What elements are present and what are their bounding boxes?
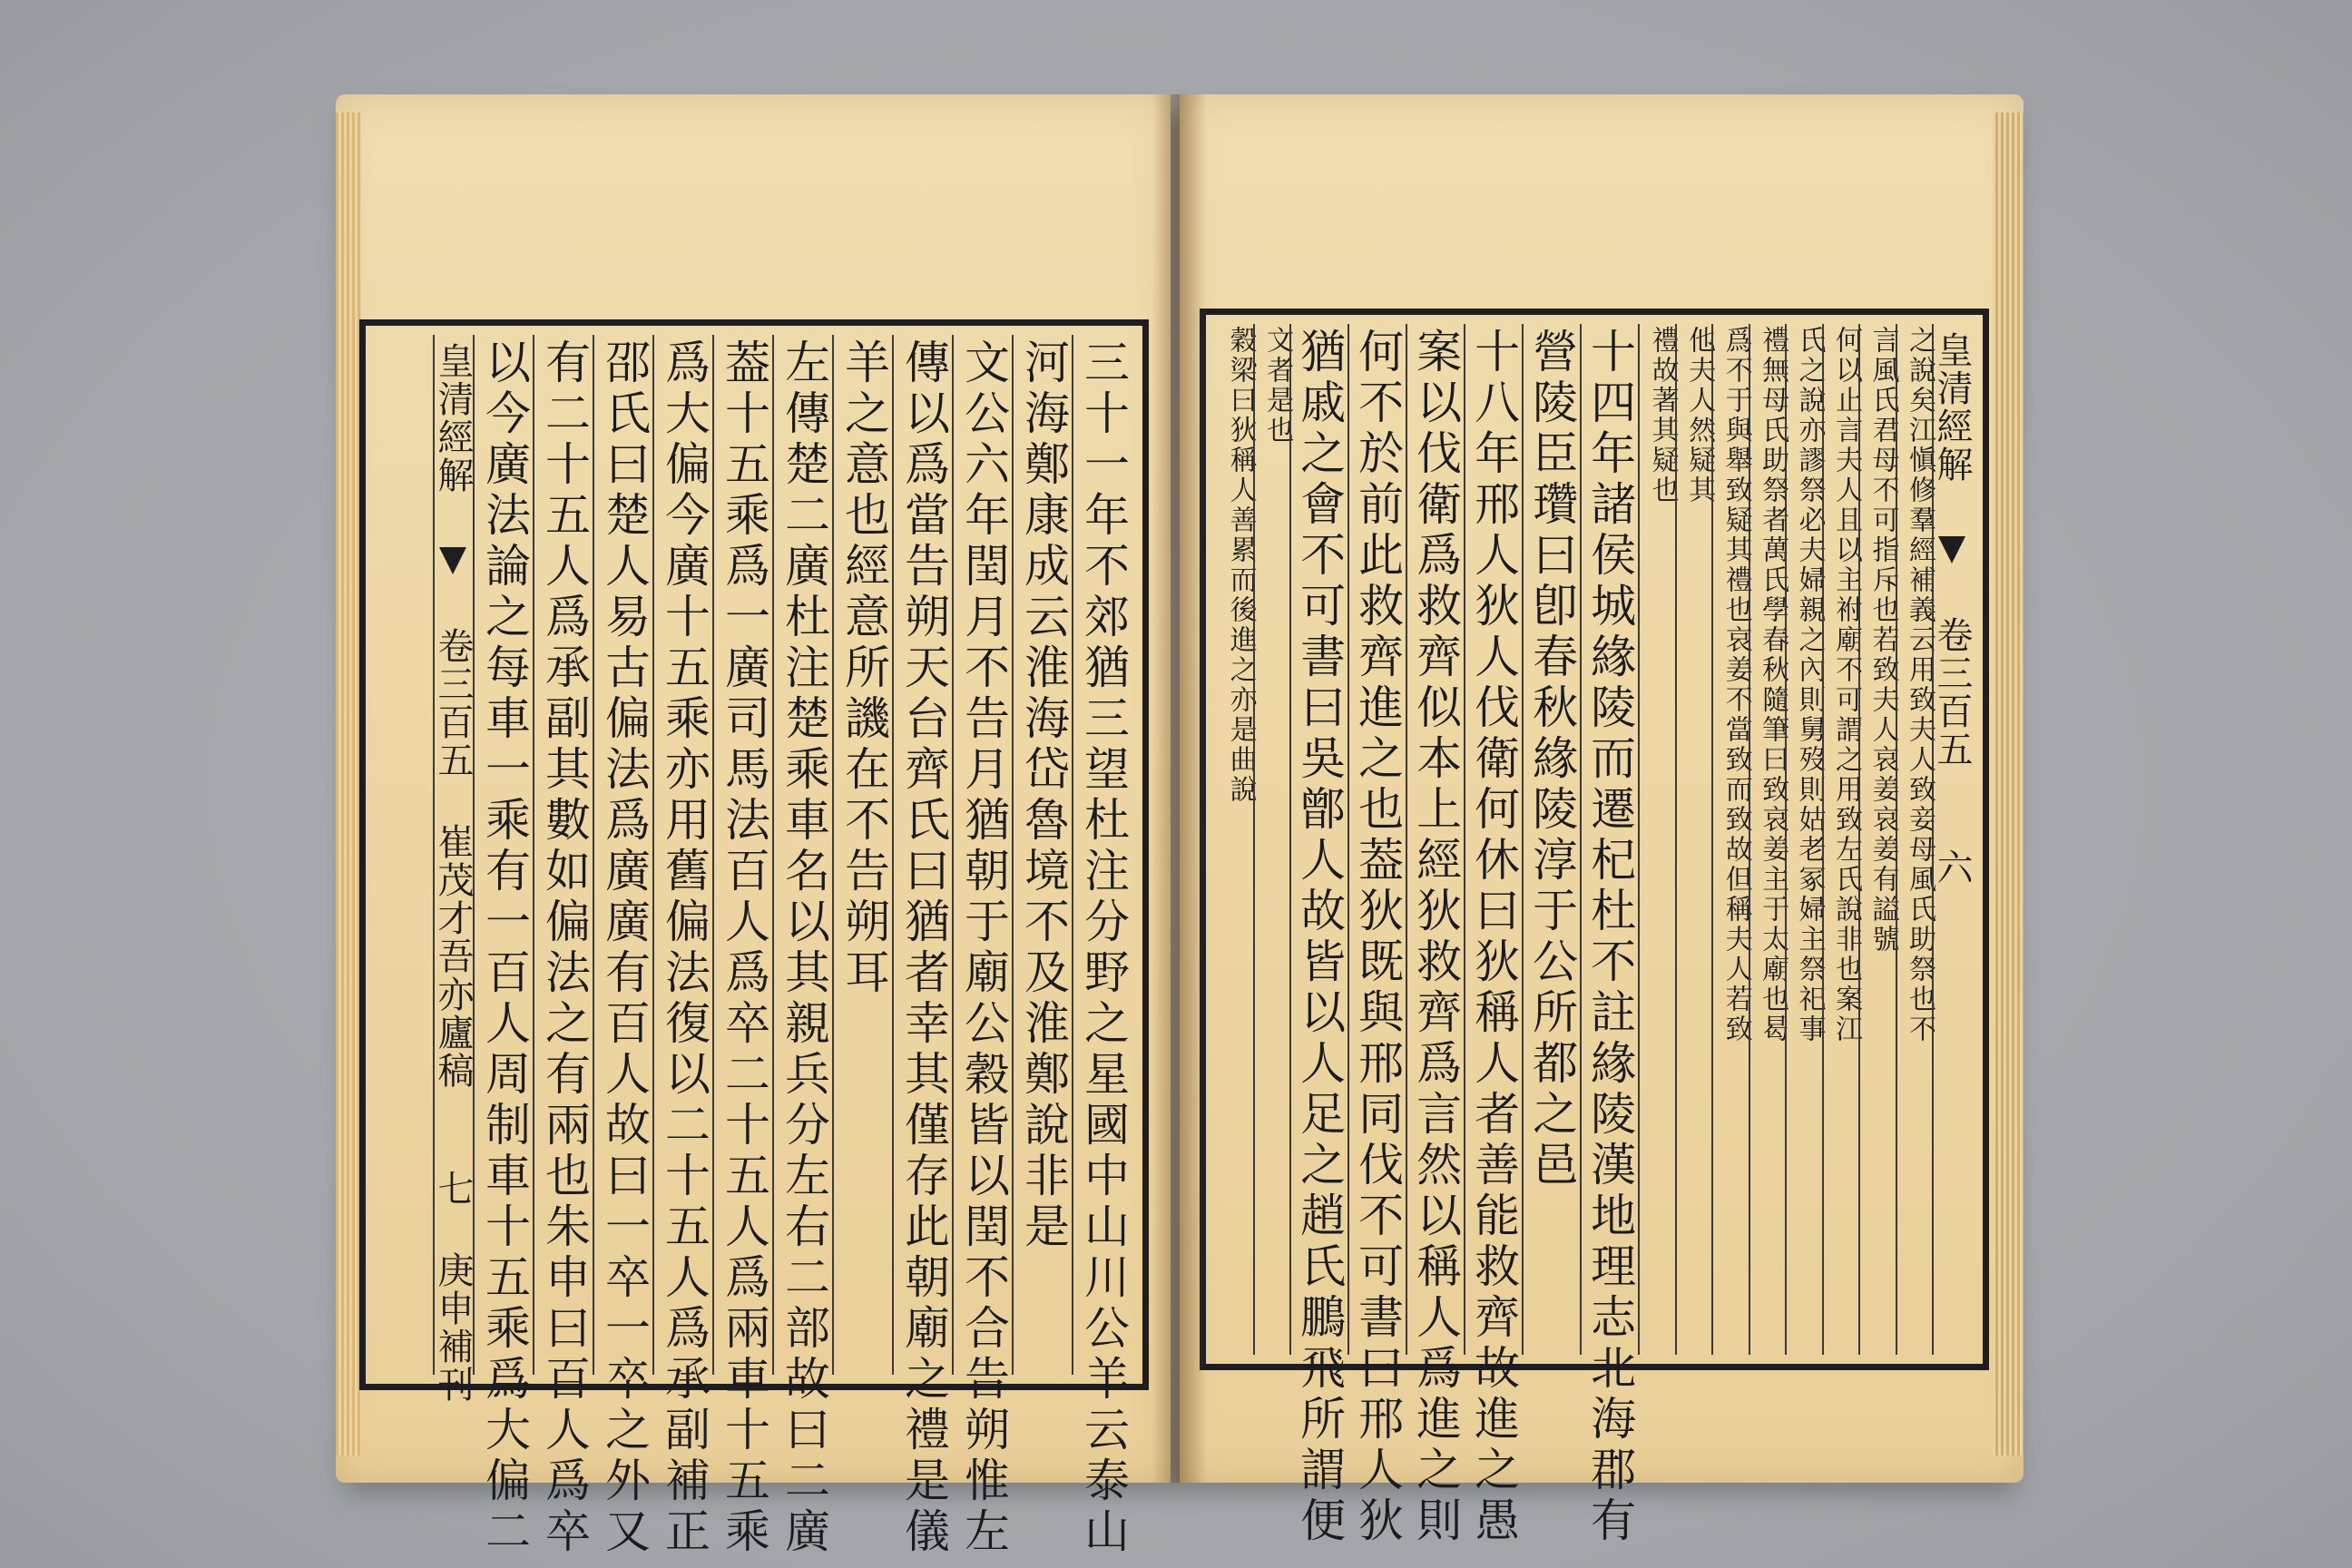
commentary-column	[1675, 324, 1716, 1355]
commentary-column	[1253, 324, 1294, 1355]
text-column: 傳以爲當告朔天台齊氏曰猶者幸其僅存此朝廟之禮是儀	[892, 335, 952, 1375]
volume-label: 卷三百五	[1931, 616, 1973, 769]
commentary-right: 他夫人然疑其	[1683, 326, 1716, 505]
text-column: 爲大偏今廣十五乘亦用舊偏法復以二十五人爲承副補正	[652, 335, 712, 1375]
text-column: 河海鄭康成云淮海岱魯境不及淮鄭說非是	[1012, 335, 1072, 1375]
commentary-column	[1785, 324, 1826, 1355]
commentary-left: 言風氏君母不可指斥也若致夫人哀姜哀姜有謚號	[1867, 326, 1899, 955]
page-number: 六	[1931, 848, 1973, 887]
text-column: 三十一年不郊猶三望杜注分野之星國中山川公羊云泰山	[1072, 335, 1132, 1375]
text-column: 邵氏曰楚人易古偏法爲廣廣有百人故曰一卒一卒之外又	[593, 335, 652, 1375]
commentary-right: 文者是也	[1261, 326, 1294, 446]
text-column: 左傳楚二廣杜注楚乘車名以其親兵分左右二部故曰二廣	[772, 335, 832, 1375]
commentary-right: 禮無母氏助祭者萬氏學春秋隨筆曰致哀姜主于太廟也曷	[1757, 326, 1789, 1044]
fishtail-mark-icon	[1938, 536, 1965, 564]
open-book	[336, 94, 2024, 1558]
volume-label: 卷三百五	[432, 627, 474, 779]
text-column: 何不於前此救齊進之也葢狄既與邢同伐不可書曰邢人狄	[1348, 324, 1406, 1355]
left-page-edge	[336, 113, 361, 1455]
center-fold-column	[1932, 324, 1972, 1355]
edition-note: 庚申補刊	[432, 1251, 474, 1404]
commentary-column	[1749, 324, 1789, 1355]
book-title: 皇清經解	[432, 342, 474, 495]
commentary-column	[1711, 324, 1752, 1355]
left-page	[336, 94, 1171, 1558]
commentary-column	[1217, 324, 1257, 1355]
left-text-frame	[359, 319, 1149, 1558]
center-fold-column	[432, 335, 474, 1404]
right-text-frame	[1200, 309, 1989, 1547]
commentary-column	[1858, 324, 1899, 1355]
text-column: 羊之意也經意所譏在不告朔耳	[832, 335, 892, 1375]
book-title: 皇清經解	[1931, 331, 1973, 484]
book-gutter	[1152, 94, 1207, 1483]
commentary-column	[1896, 324, 1936, 1355]
text-column: 猶戚之會不可書曰吳鄫人故皆以人足之趙氏鵬飛所謂便	[1289, 324, 1348, 1355]
commentary-column	[1822, 324, 1863, 1355]
commentary-left: 爲不于與舉致疑其禮也哀姜不當致而致故但稱夫人若致	[1720, 326, 1752, 1044]
text-column: 十四年諸侯城緣陵而遷杞杜不註緣陵漢地理志北海郡有	[1580, 324, 1638, 1355]
text-column: 十八年邢人狄人伐衛何休曰狄稱人者善能救齊故進之愚	[1464, 324, 1522, 1355]
left-columns	[377, 335, 1132, 1558]
fishtail-mark-icon	[439, 547, 466, 574]
text-column: 案以伐衛爲救齊似本上經狄救齊爲言然以稱人爲進之則	[1406, 324, 1464, 1355]
right-columns	[1217, 324, 1973, 1547]
commentary-column	[1638, 324, 1679, 1355]
author-note: 崔茂才吾亦廬稿	[432, 823, 474, 1090]
text-column: 文公六年閏月不告月猶朝于廟公穀皆以閏不合告朔惟左	[952, 335, 1012, 1375]
commentary-left: 氏之說亦謬祭必夫婦親之內則舅歿則姑老冢婦主祭祀事	[1793, 326, 1826, 1044]
commentary-right: 之說矣江愼修羣經補義云用致夫人致妾母風氏助祭也不	[1904, 326, 1936, 1044]
text-column: 葢十五乘爲一廣司馬法百人爲卒二十五人爲兩車十五乘	[712, 335, 772, 1375]
page-number: 七	[432, 1170, 474, 1208]
commentary-right: 何以止言夫人且以主祔廟不可謂之用致左氏說非也案江	[1830, 326, 1863, 1044]
commentary-left: 禮故著其疑也	[1646, 326, 1679, 505]
right-page-edge	[1993, 113, 2024, 1455]
commentary-left: 穀梁曰狄稱人善累而後進之亦是曲說	[1224, 326, 1257, 805]
text-column: 以今廣法論之每車一乘有一百人周制車十五乘爲大偏二	[473, 335, 533, 1375]
text-column: 有二十五人爲承副其數如偏法之有兩也朱申曰百人爲卒	[533, 335, 593, 1375]
text-column: 營陵臣瓚曰卽春秋緣陵淳于公所都之邑	[1522, 324, 1580, 1355]
